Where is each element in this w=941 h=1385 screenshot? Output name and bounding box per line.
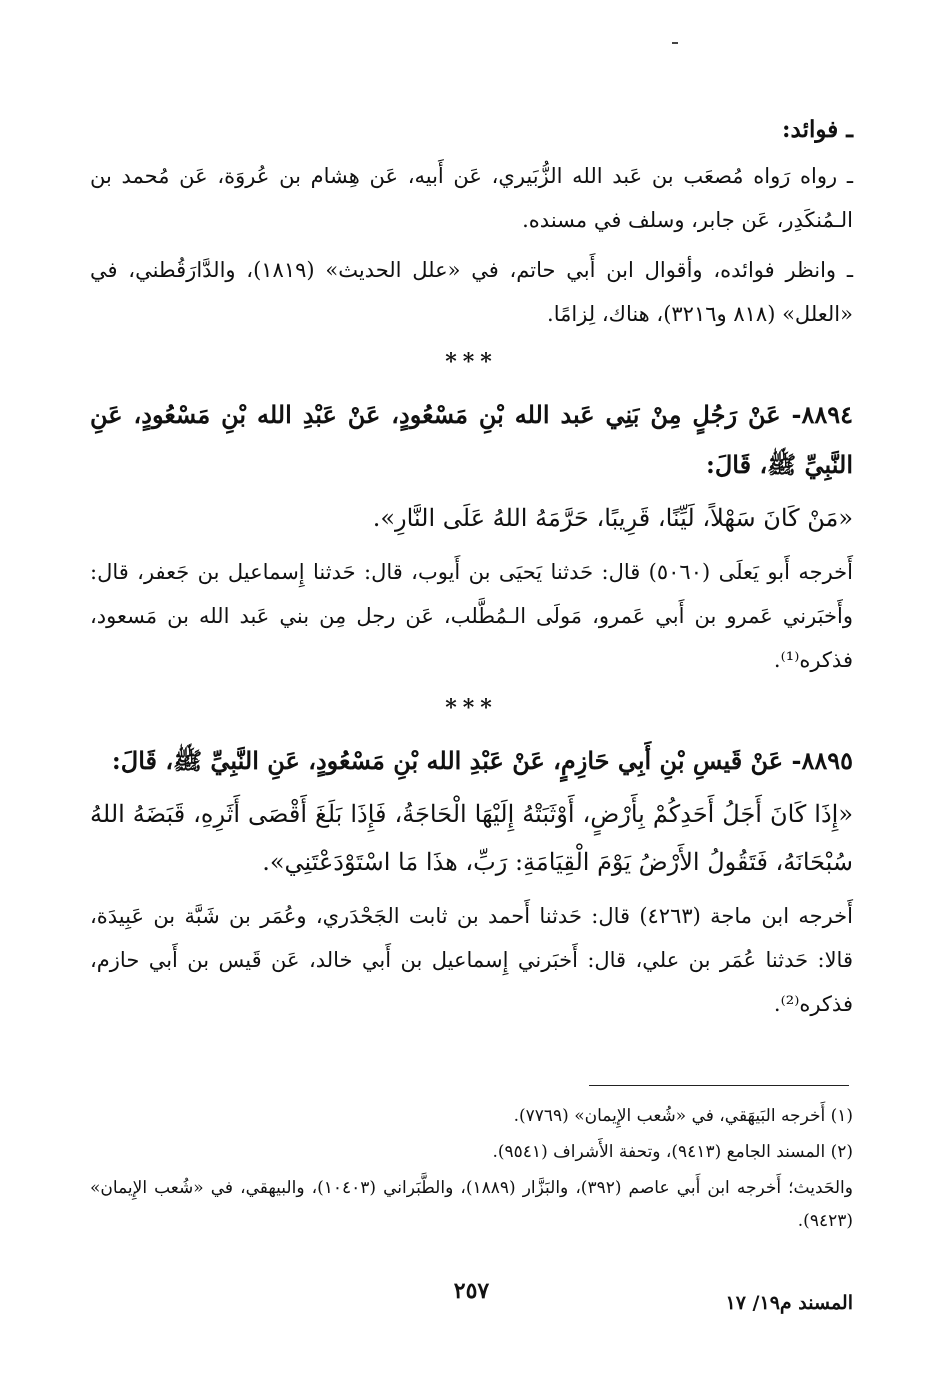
page-footer (90, 1278, 853, 1318)
footnote-1: (١) أَخرجه البَيهَقي، في «شُعب الإِيمان» (٧٧٦٩). (513, 1106, 853, 1126)
section-heading-benefits: ـ فوائد: (782, 116, 853, 143)
footnote-2-continued: والحَديث؛ أَخرجه ابن أَبي عاصم (٣٩٢)، والبَزَّار (١٨٨٩)، والطَّبَراني (١٠٤٠٣)، والبيهقي، في «شُعب الإِيمان» (٩٤٢٣). (90, 1178, 853, 1231)
footnotes (90, 1100, 853, 1241)
hadith-isnad-text: عَنْ قَيسِ بْنِ أَبِي حَازِمٍ، عَنْ عَبْدِ الله بْنِ مَسْعُودٍ، عَنِ النَّبِيِّ ﷺ، قَالَ: (111, 746, 784, 775)
hadith-number: ٨٨٩٤- (791, 400, 853, 429)
hadith-8895-takhrij: أَخرجه ابن ماجة (٤٢٦٣) قال: حَدثنا أَحمد بن ثابت الجَحْدَري، وعُمَر بن شَبَّة بن عَبِيدَة، قالا: حَدثنا عُمَر بن علي، قال: أَخبَرني إِسماعيل بن أَبي خالد، عَن قَيس بن أَبي حازم، فذكره⁽²⁾. (90, 904, 853, 1016)
page-body (90, 100, 853, 1032)
hadith-8895-isnad (90, 736, 853, 786)
hadith-8895-matn: «إِذَا كَانَ أَجَلُ أَحَدِكُمْ بِأَرْضٍ، أَوْثَبَتْهُ إِلَيْهَا الْحَاجَةُ، فَإِذَا بَلَغَ أَقْصَى أَثَرِهِ، قَبَضَهُ اللهُ سُبْحَانَهُ، فَتَقُولُ الأَرْضُ يَوْمَ الْقِيَامَةِ: رَبِّ، هذَا مَا اسْتَوْدَعْتَنِي». (90, 800, 853, 876)
hadith-number: ٨٨٩٥- (791, 746, 853, 775)
benefit-paragraph-1: ـ رواه رَواه مُصعَب بن عَبد الله الزُّبَيري، عَن أَبيه، عَن هِشام بن عُروَة، عَن مُحمد بن الـمُنكَدِر، عَن جابر، وسلف في مسنده. (90, 164, 853, 232)
hadith-8894-matn: «مَنْ كَانَ سَهْلاً، لَيِّنًا، قَرِيبًا، حَرَّمَهُ اللهُ عَلَى النَّارِ». (372, 504, 853, 532)
footnote-2: (٢) المسند الجامع (٩٤١٣)، وتحفة الأَشراف (٩٥٤١). (492, 1142, 853, 1162)
footnote-divider (589, 1085, 849, 1086)
printer-signature: المسند م١٩/ ١٧ (725, 1292, 853, 1314)
separator-stars: *** (445, 695, 498, 721)
hadith-isnad-text: عَنْ رَجُلٍ مِنْ بَنِي عَبد الله بْنِ مَسْعُودٍ، عَنْ عَبْدِ الله بْنِ مَسْعُودٍ، عَنِ النَّبِيِّ ﷺ، قَالَ: (90, 400, 853, 479)
separator-stars: *** (445, 349, 498, 375)
benefit-paragraph-2: ـ وانظر فوائده، وأقوال ابن أَبي حاتم، في «علل الحديث» (١٨١٩)، والدَّارَقُطني، في «العلل» (٨١٨ و٣٢١٦)، هناك، لِزامًا. (90, 258, 853, 326)
hadith-8894-takhrij: أَخرجه أَبو يَعلَى (٥٠٦٠) قال: حَدثنا يَحيَى بن أَيوب، قال: حَدثنا إِسماعيل بن جَعفر، قال: وأَخبَرني عَمرو بن أَبي عَمرو، مَولَى الـمُطَّلب، عَن رجل مِن بني عَبد الله بن مَسعود، فذكره⁽¹⁾. (90, 560, 853, 672)
page-number: ٢٥٧ (453, 1278, 490, 1304)
hadith-8894-isnad (90, 390, 853, 490)
scan-mark (672, 42, 678, 44)
